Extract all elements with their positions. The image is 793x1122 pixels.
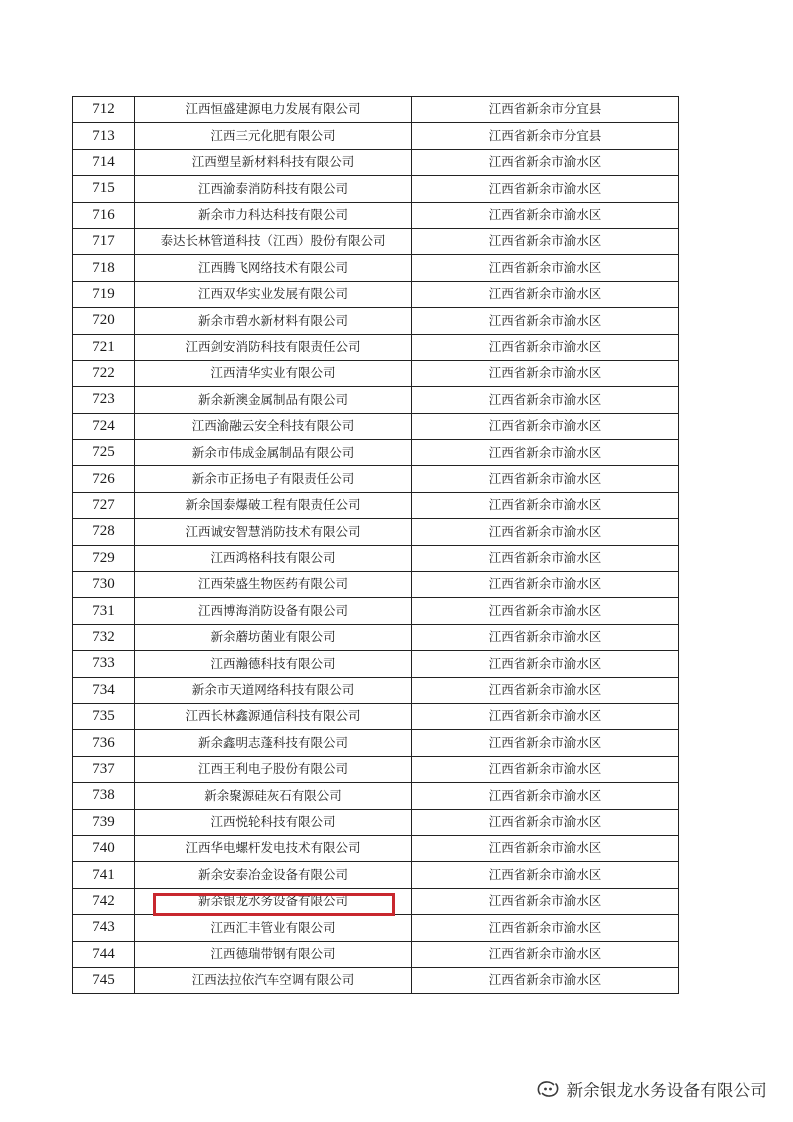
watermark-text: 新余银龙水务设备有限公司 — [566, 1081, 767, 1100]
row-number: 716 — [73, 202, 135, 228]
row-number: 737 — [73, 756, 135, 782]
table-row — [73, 651, 679, 677]
company-location: 江西省新余市渝水区 — [412, 783, 679, 809]
table-row — [73, 228, 679, 254]
row-number: 723 — [73, 387, 135, 413]
company-name: 江西恒盛建源电力发展有限公司 — [135, 97, 412, 123]
company-location: 江西省新余市渝水区 — [412, 756, 679, 782]
table-row — [73, 967, 679, 993]
row-number: 732 — [73, 624, 135, 650]
row-number: 743 — [73, 915, 135, 941]
company-name: 江西博海消防设备有限公司 — [135, 598, 412, 624]
company-name: 江西腾飞网络技术有限公司 — [135, 255, 412, 281]
company-name: 江西王利电子股份有限公司 — [135, 756, 412, 782]
company-name: 江西华电螺杆发电技术有限公司 — [135, 835, 412, 861]
company-name: 江西法拉依汽车空调有限公司 — [135, 967, 412, 993]
row-number: 728 — [73, 519, 135, 545]
company-location: 江西省新余市渝水区 — [412, 915, 679, 941]
company-location: 江西省新余市渝水区 — [412, 730, 679, 756]
company-name: 江西悦轮科技有限公司 — [135, 809, 412, 835]
table-row — [73, 202, 679, 228]
company-location: 江西省新余市渝水区 — [412, 835, 679, 861]
company-location: 江西省新余市渝水区 — [412, 492, 679, 518]
company-location: 江西省新余市渝水区 — [412, 281, 679, 307]
company-name: 泰达长林管道科技（江西）股份有限公司 — [135, 228, 412, 254]
table-row — [73, 809, 679, 835]
row-number: 731 — [73, 598, 135, 624]
company-name: 江西长林鑫源通信科技有限公司 — [135, 703, 412, 729]
company-name: 新余银龙水务设备有限公司 — [135, 888, 412, 914]
company-name: 新余市伟成金属制品有限公司 — [135, 440, 412, 466]
company-location: 江西省新余市分宜县 — [412, 123, 679, 149]
row-number: 734 — [73, 677, 135, 703]
row-number: 725 — [73, 440, 135, 466]
company-name: 江西双华实业发展有限公司 — [135, 281, 412, 307]
table-row-highlighted — [73, 888, 679, 914]
table-row — [73, 730, 679, 756]
row-number: 740 — [73, 835, 135, 861]
table-row — [73, 835, 679, 861]
company-location: 江西省新余市渝水区 — [412, 334, 679, 360]
company-location: 江西省新余市渝水区 — [412, 572, 679, 598]
company-name: 江西德瑞带钢有限公司 — [135, 941, 412, 967]
company-name: 新余市力科达科技有限公司 — [135, 202, 412, 228]
company-location: 江西省新余市渝水区 — [412, 387, 679, 413]
company-name: 江西剑安消防科技有限责任公司 — [135, 334, 412, 360]
table-row — [73, 492, 679, 518]
company-location: 江西省新余市渝水区 — [412, 624, 679, 650]
row-number: 745 — [73, 967, 135, 993]
company-location: 江西省新余市渝水区 — [412, 888, 679, 914]
row-number: 744 — [73, 941, 135, 967]
company-name: 江西荣盛生物医药有限公司 — [135, 572, 412, 598]
row-number: 733 — [73, 651, 135, 677]
company-name: 新余蘑坊菌业有限公司 — [135, 624, 412, 650]
row-number: 721 — [73, 334, 135, 360]
company-location: 江西省新余市渝水区 — [412, 519, 679, 545]
company-location: 江西省新余市渝水区 — [412, 967, 679, 993]
company-name: 江西三元化肥有限公司 — [135, 123, 412, 149]
table-row — [73, 176, 679, 202]
company-location: 江西省新余市渝水区 — [412, 598, 679, 624]
table-row — [73, 598, 679, 624]
company-location: 江西省新余市渝水区 — [412, 360, 679, 386]
row-number: 722 — [73, 360, 135, 386]
company-name: 江西诚安智慧消防技术有限公司 — [135, 519, 412, 545]
row-number: 729 — [73, 545, 135, 571]
row-number: 715 — [73, 176, 135, 202]
company-name: 江西渝融云安全科技有限公司 — [135, 413, 412, 439]
company-location: 江西省新余市渝水区 — [412, 809, 679, 835]
table-row — [73, 572, 679, 598]
table-row — [73, 360, 679, 386]
table-row — [73, 862, 679, 888]
company-location: 江西省新余市渝水区 — [412, 413, 679, 439]
company-name: 新余安泰冶金设备有限公司 — [135, 862, 412, 888]
row-number: 738 — [73, 783, 135, 809]
table-row — [73, 677, 679, 703]
company-location: 江西省新余市渝水区 — [412, 677, 679, 703]
table-row — [73, 519, 679, 545]
table-row — [73, 783, 679, 809]
company-name: 江西汇丰管业有限公司 — [135, 915, 412, 941]
company-location: 江西省新余市渝水区 — [412, 941, 679, 967]
table-row — [73, 703, 679, 729]
company-location: 江西省新余市渝水区 — [412, 149, 679, 175]
company-location: 江西省新余市渝水区 — [412, 228, 679, 254]
table-row — [73, 756, 679, 782]
row-number: 714 — [73, 149, 135, 175]
row-number: 724 — [73, 413, 135, 439]
row-number: 742 — [73, 888, 135, 914]
table-row — [73, 334, 679, 360]
row-number: 713 — [73, 123, 135, 149]
wechat-official-account-icon — [536, 1079, 560, 1099]
company-name: 新余国泰爆破工程有限责任公司 — [135, 492, 412, 518]
company-location: 江西省新余市渝水区 — [412, 651, 679, 677]
row-number: 739 — [73, 809, 135, 835]
company-name: 新余市天道网络科技有限公司 — [135, 677, 412, 703]
company-location: 江西省新余市渝水区 — [412, 202, 679, 228]
row-number: 727 — [73, 492, 135, 518]
company-location: 江西省新余市渝水区 — [412, 440, 679, 466]
company-location: 江西省新余市渝水区 — [412, 862, 679, 888]
company-name: 新余新澳金属制品有限公司 — [135, 387, 412, 413]
company-name: 江西鸿格科技有限公司 — [135, 545, 412, 571]
table-row — [73, 545, 679, 571]
company-name: 新余市正扬电子有限责任公司 — [135, 466, 412, 492]
table-row — [73, 97, 679, 123]
company-location: 江西省新余市渝水区 — [412, 255, 679, 281]
table-row — [73, 624, 679, 650]
row-number: 717 — [73, 228, 135, 254]
table-row — [73, 440, 679, 466]
company-list-table — [72, 96, 679, 994]
row-number: 719 — [73, 281, 135, 307]
table-row — [73, 413, 679, 439]
company-location: 江西省新余市分宜县 — [412, 97, 679, 123]
company-name: 江西塑呈新材料科技有限公司 — [135, 149, 412, 175]
table-row — [73, 123, 679, 149]
table-row — [73, 915, 679, 941]
table-row — [73, 387, 679, 413]
company-name: 新余市碧水新材料有限公司 — [135, 308, 412, 334]
row-number: 741 — [73, 862, 135, 888]
company-name: 新余鑫明志蓬科技有限公司 — [135, 730, 412, 756]
company-name: 江西清华实业有限公司 — [135, 360, 412, 386]
company-name: 江西瀚德科技有限公司 — [135, 651, 412, 677]
table-row — [73, 308, 679, 334]
row-number: 735 — [73, 703, 135, 729]
company-location: 江西省新余市渝水区 — [412, 466, 679, 492]
table-row — [73, 281, 679, 307]
company-name: 新余聚源硅灰石有限公司 — [135, 783, 412, 809]
table-row — [73, 941, 679, 967]
company-location: 江西省新余市渝水区 — [412, 176, 679, 202]
row-number: 712 — [73, 97, 135, 123]
company-location: 江西省新余市渝水区 — [412, 703, 679, 729]
company-name: 江西渝泰消防科技有限公司 — [135, 176, 412, 202]
row-number: 736 — [73, 730, 135, 756]
company-location: 江西省新余市渝水区 — [412, 308, 679, 334]
table-row — [73, 255, 679, 281]
row-number: 726 — [73, 466, 135, 492]
row-number: 720 — [73, 308, 135, 334]
table-body — [73, 97, 679, 994]
watermark — [536, 1076, 767, 1102]
table-row — [73, 466, 679, 492]
row-number: 730 — [73, 572, 135, 598]
company-location: 江西省新余市渝水区 — [412, 545, 679, 571]
row-number: 718 — [73, 255, 135, 281]
table-row — [73, 149, 679, 175]
